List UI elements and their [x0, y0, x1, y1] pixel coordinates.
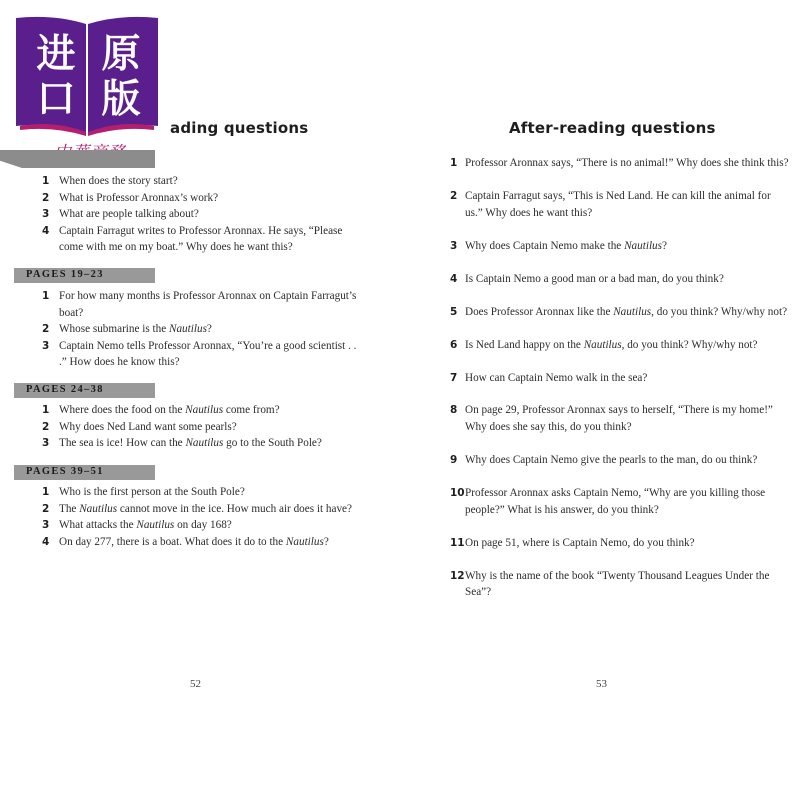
question-number: 6 — [450, 338, 458, 351]
question-number: 5 — [450, 305, 458, 318]
question-text — [465, 487, 765, 516]
text-run: on day 168? — [174, 519, 232, 532]
text-run: cannot move in the ice. How much air does it have? — [117, 502, 352, 515]
text-run: Is Ned Land happy on the — [465, 338, 584, 351]
question-text — [465, 240, 667, 252]
question-number: 2 — [450, 189, 458, 202]
text-run: The — [59, 502, 80, 515]
text-run: What are people talking about? — [59, 208, 199, 221]
text-run: ? — [206, 323, 212, 336]
question-text — [59, 323, 212, 335]
left-heading-tab — [0, 150, 155, 168]
question-text — [465, 157, 789, 169]
question-text — [465, 404, 773, 433]
text-run: When does the story start? — [59, 175, 178, 187]
italic-title: Nautilus — [613, 305, 652, 318]
question-number: 10 — [450, 487, 465, 500]
text-run: How can Captain Nemo walk in the sea? — [465, 371, 648, 384]
question-item — [42, 501, 367, 518]
text-run: ? — [323, 535, 329, 548]
italic-title: Nautilus — [624, 239, 662, 252]
text-run: What attacks the — [59, 519, 137, 532]
section-question-list — [42, 484, 367, 550]
question-number: 7 — [450, 371, 458, 384]
text-run: For how many months is Professor Aronnax on Captain Farragut’s boat? — [59, 290, 357, 319]
question-item — [450, 535, 790, 552]
section-label: PAGES 24–38 — [26, 384, 104, 395]
section-bar-pages-39-51 — [14, 465, 155, 480]
question-item — [450, 337, 790, 354]
text-run: , do you think? Why/why not? — [651, 305, 788, 318]
question-text — [59, 340, 356, 369]
question-text — [465, 570, 769, 599]
question-number: 2 — [42, 420, 50, 433]
question-item — [450, 188, 790, 221]
question-item — [450, 370, 790, 387]
question-number: 3 — [450, 239, 458, 252]
badge-characters-right: 原 版 — [101, 32, 141, 122]
question-item — [450, 271, 790, 288]
italic-title: Nautilus — [583, 338, 622, 351]
question-number: 1 — [42, 290, 50, 302]
question-text — [59, 437, 322, 449]
left-page-title: ading questions — [170, 119, 309, 137]
question-number: 4 — [450, 272, 458, 285]
text-run: On page 51, where is Captain Nemo, do you think? — [465, 536, 695, 549]
question-number: 12 — [450, 569, 465, 582]
text-run: On page 29, Professor Aronnax says to herself, “There is my home!” Why does she say this, do you think? — [465, 404, 773, 434]
question-text — [465, 190, 771, 219]
text-run: Captain Nemo tells Professor Aronnax, “You’re a good scientist . . .” How does he know this? — [59, 339, 357, 369]
text-run: On day 277, there is a boat. What does it do to the — [59, 535, 286, 548]
question-number: 3 — [42, 208, 50, 221]
question-item — [42, 484, 367, 501]
text-run: Why does Ned Land want some pearls? — [59, 420, 237, 433]
question-item — [42, 321, 367, 338]
question-text — [59, 225, 342, 254]
question-text — [465, 273, 724, 285]
question-number: 3 — [42, 519, 50, 532]
question-text — [465, 339, 758, 351]
question-text — [59, 536, 329, 548]
intro-question-list — [42, 173, 367, 256]
text-run: Captain Farragut writes to Professor Aronnax. He says, “Please come with me on my boat.” Why does he want this? — [59, 224, 343, 254]
text-run: Where does the food on the — [59, 404, 186, 416]
text-run: come from? — [223, 404, 280, 416]
question-text — [465, 537, 695, 549]
right-page-title: After-reading questions — [509, 119, 716, 137]
question-number: 9 — [450, 454, 458, 467]
text-run: Whose submarine is the — [59, 323, 169, 336]
text-run: Who is the first person at the South Pole? — [59, 486, 245, 498]
question-number: 3 — [42, 437, 50, 450]
question-item — [450, 402, 790, 435]
question-item — [450, 304, 790, 321]
question-number: 2 — [42, 323, 50, 336]
question-number: 11 — [450, 536, 465, 549]
question-item — [450, 568, 790, 601]
italic-title: Nautilus — [185, 437, 224, 450]
italic-title: Nautilus — [285, 535, 324, 548]
text-run: go to the South Pole? — [223, 437, 322, 450]
question-number: 4 — [42, 535, 50, 548]
text-run: Professor Aronnax asks Captain Nemo, “Why are you killing those people?” What is his answer, do you think? — [465, 487, 766, 516]
question-number: 1 — [42, 175, 50, 187]
text-run: Is Captain Nemo a good man or a bad man, do you think? — [465, 272, 724, 285]
text-run: Does Professor Aronnax like the — [465, 305, 614, 318]
question-text — [465, 454, 757, 466]
question-item — [42, 338, 367, 371]
question-item — [42, 402, 367, 419]
question-number: 8 — [450, 404, 458, 417]
question-text — [59, 486, 245, 498]
question-number: 4 — [42, 224, 50, 237]
section-bar-pages-19-23 — [14, 268, 155, 283]
italic-title: Nautilus — [185, 404, 224, 416]
left-page-number: 52 — [190, 678, 201, 690]
question-text — [465, 372, 647, 384]
italic-title: Nautilus — [169, 323, 207, 336]
italic-title: Nautilus — [79, 502, 118, 515]
text-run: Why is the name of the book “Twenty Thousand Leagues Under the Sea”? — [465, 569, 770, 599]
question-item — [42, 173, 367, 190]
question-text — [465, 306, 787, 318]
right-page-number: 53 — [596, 678, 607, 690]
question-text — [59, 208, 199, 220]
after-reading-question-list — [450, 155, 790, 617]
question-item — [450, 485, 790, 518]
section-question-list — [42, 402, 367, 452]
question-number: 2 — [42, 191, 50, 204]
text-run: The sea is ice! How can the — [59, 437, 186, 450]
question-text — [59, 519, 232, 531]
text-run: What is Professor Aronnax’s work? — [59, 191, 219, 204]
question-text — [59, 421, 237, 433]
question-number: 1 — [42, 486, 50, 498]
question-item — [42, 517, 367, 534]
question-item — [450, 155, 790, 172]
question-text — [59, 192, 218, 204]
badge-characters-left: 进 口 — [36, 32, 76, 122]
section-label: PAGES 39–51 — [26, 466, 104, 477]
question-item — [42, 419, 367, 436]
question-item — [42, 435, 367, 452]
text-run: Why does Captain Nemo give the pearls to the man, do ou think? — [465, 454, 758, 467]
question-item — [42, 190, 367, 207]
text-run: Professor Aronnax says, “There is no animal!” Why does she think this? — [465, 157, 789, 169]
italic-title: Nautilus — [136, 519, 175, 532]
question-item — [450, 452, 790, 469]
question-text — [59, 175, 178, 187]
question-item — [450, 238, 790, 255]
question-number: 1 — [450, 157, 458, 169]
question-number: 3 — [42, 339, 50, 352]
section-bar-pages-24-38 — [14, 383, 155, 398]
section-label: PAGES 19–23 — [26, 269, 104, 280]
section-question-list — [42, 288, 367, 371]
question-text — [59, 404, 280, 416]
question-item — [42, 534, 367, 551]
text-run: , do you think? Why/why not? — [621, 338, 758, 351]
question-text — [59, 290, 356, 319]
question-number: 1 — [42, 404, 50, 416]
text-run: Why does Captain Nemo make the — [465, 239, 625, 252]
question-item — [42, 206, 367, 223]
text-run: ? — [662, 239, 667, 252]
question-item — [42, 288, 367, 321]
text-run: Captain Farragut says, “This is Ned Land. He can kill the animal for us.” Why does he want this? — [465, 189, 771, 219]
question-text — [59, 503, 352, 515]
question-number: 2 — [42, 502, 50, 515]
question-item — [42, 223, 367, 256]
